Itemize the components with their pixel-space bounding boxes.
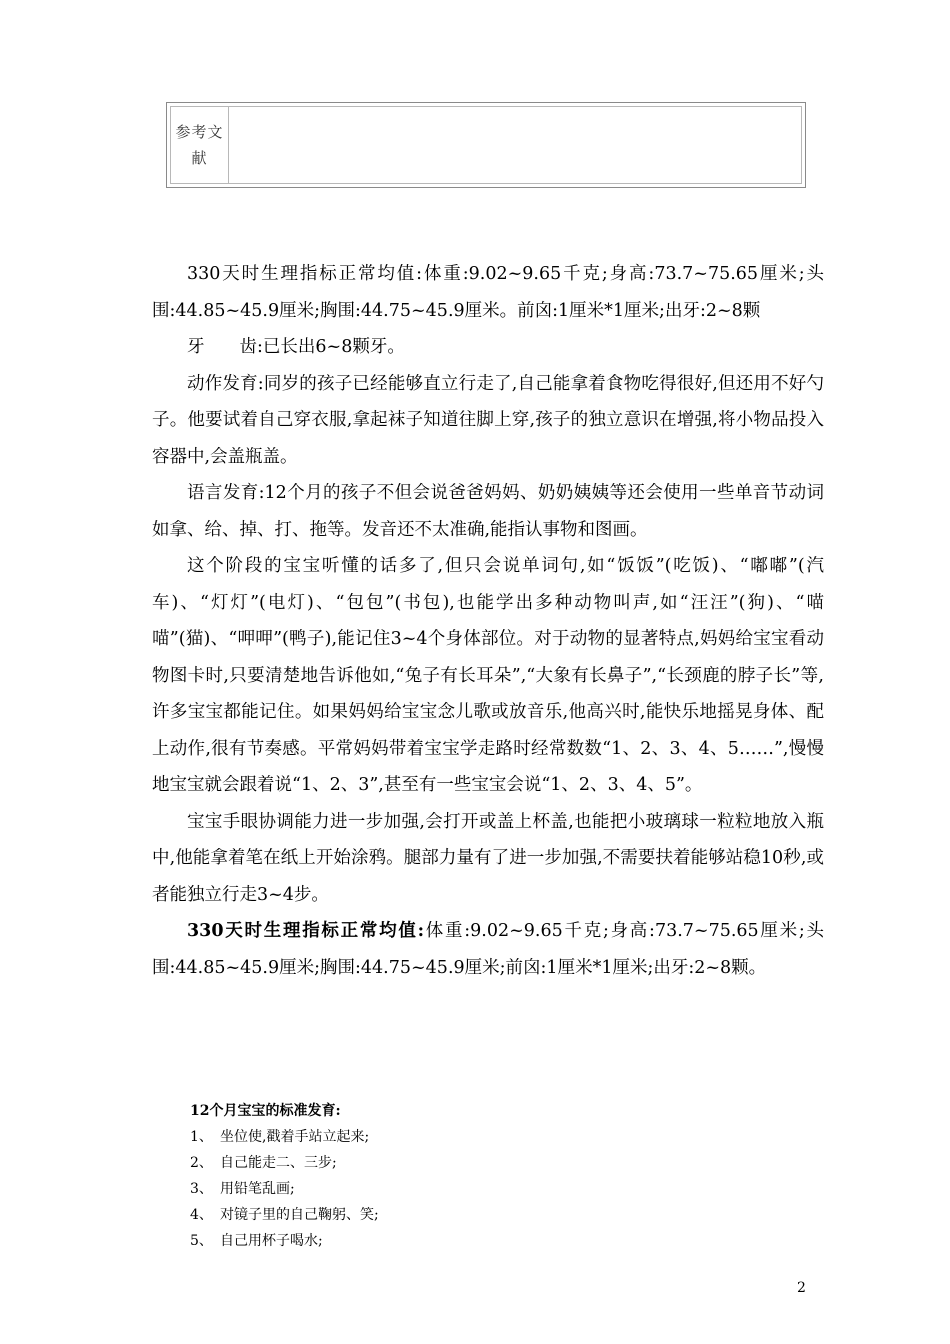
summary-rest: 体重:9.02~9.65千克;身高:73.7~75.65厘米;头围:44.85~45.9厘米;胸围:44.75~45.9厘米;前囟:1厘米*1厘米;出牙:2~8颗。 bbox=[152, 921, 824, 978]
list-item bbox=[190, 1150, 790, 1176]
reference-content-cell bbox=[229, 107, 801, 183]
summary-lead: 330天时生理指标正常均值: bbox=[187, 921, 425, 941]
paragraph-language-development: 语言发育:12个月的孩子不但会说爸爸妈妈、奶奶姨姨等还会使用一些单音节动词如拿、给、掉、打、拖等。发音还不太准确,能指认事物和图画。 bbox=[152, 483, 824, 540]
reference-label: 参考文献 bbox=[175, 123, 224, 167]
paragraph-teeth: 牙 齿:已长出6~8颗牙。 bbox=[187, 337, 405, 357]
reference-label-cell bbox=[171, 107, 229, 183]
standard-development-list bbox=[190, 1098, 790, 1254]
page-number: 2 bbox=[797, 1280, 806, 1296]
paragraph-motor-development: 动作发育:同岁的孩子已经能够直立行走了,自己能拿着食物吃得很好,但还用不好勺子。他要试着自己穿衣服,拿起袜子知道往脚上穿,孩子的独立意识在增强,将小物品投入容器中,会盖瓶盖。 bbox=[152, 373, 824, 467]
list-item bbox=[190, 1202, 790, 1228]
list-item-number: 2、 bbox=[190, 1155, 213, 1171]
list-item-text: 对镜子里的自己鞠躬、笑; bbox=[220, 1207, 379, 1223]
list-item-text: 自己能走二、三步; bbox=[220, 1155, 337, 1171]
standard-title: 12个月宝宝的标准发育: bbox=[190, 1103, 341, 1119]
paragraph-summary bbox=[152, 913, 824, 986]
reference-table bbox=[166, 102, 806, 188]
list-item-text: 坐位使,戳着手站立起来; bbox=[220, 1129, 370, 1145]
reference-table-inner bbox=[170, 106, 802, 184]
list-item-number: 3、 bbox=[190, 1181, 213, 1197]
list-item bbox=[190, 1228, 790, 1254]
paragraph-physio-index: 330天时生理指标正常均值:体重:9.02~9.65千克;身高:73.7~75.65厘米;头围:44.85~45.9厘米;胸围:44.75~45.9厘米。前囟:1厘米*1厘米;出牙:2~8颗 bbox=[152, 264, 824, 321]
list-item bbox=[190, 1176, 790, 1202]
list-item-text: 用铅笔乱画; bbox=[220, 1181, 295, 1197]
main-body bbox=[152, 256, 824, 986]
list-item-text: 自己用杯子喝水; bbox=[220, 1233, 323, 1249]
list-item bbox=[190, 1124, 790, 1150]
paragraph-speech-stage: 这个阶段的宝宝听懂的话多了,但只会说单词句,如“饭饭”(吃饭)、“嘟嘟”(汽车)、“灯灯”(电灯)、“包包”(书包),也能学出多种动物叫声,如“汪汪”(狗)、“喵喵”(猫)、“呷呷”(鸭子),能记住3~4个身体部位。对于动物的显著特点,妈妈给宝宝看动物图卡时,只要清楚地告诉他如,“兔子有长耳朵”,“大象有长鼻子”,“长颈鹿的脖子长”等,许多宝宝都能记住。如果妈妈给宝宝念儿歌或放音乐,他高兴时,能快乐地摇晃身体、配上动作,很有节奏感。平常妈妈带着宝宝学走路时经常数数“1、2、3、4、5……”,慢慢地宝宝就会跟着说“1、2、3”,甚至有一些宝宝会说“1、2、3、4、5”。 bbox=[152, 556, 824, 795]
list-item-number: 1、 bbox=[190, 1129, 213, 1145]
list-item-number: 4、 bbox=[190, 1207, 213, 1223]
list-item-number: 5、 bbox=[190, 1233, 213, 1249]
paragraph-hand-eye: 宝宝手眼协调能力进一步加强,会打开或盖上杯盖,也能把小玻璃球一粒粒地放入瓶中,他能拿着笔在纸上开始涂鸦。腿部力量有了进一步加强,不需要扶着能够站稳10秒,或者能独立行走3~4步。 bbox=[152, 811, 824, 905]
